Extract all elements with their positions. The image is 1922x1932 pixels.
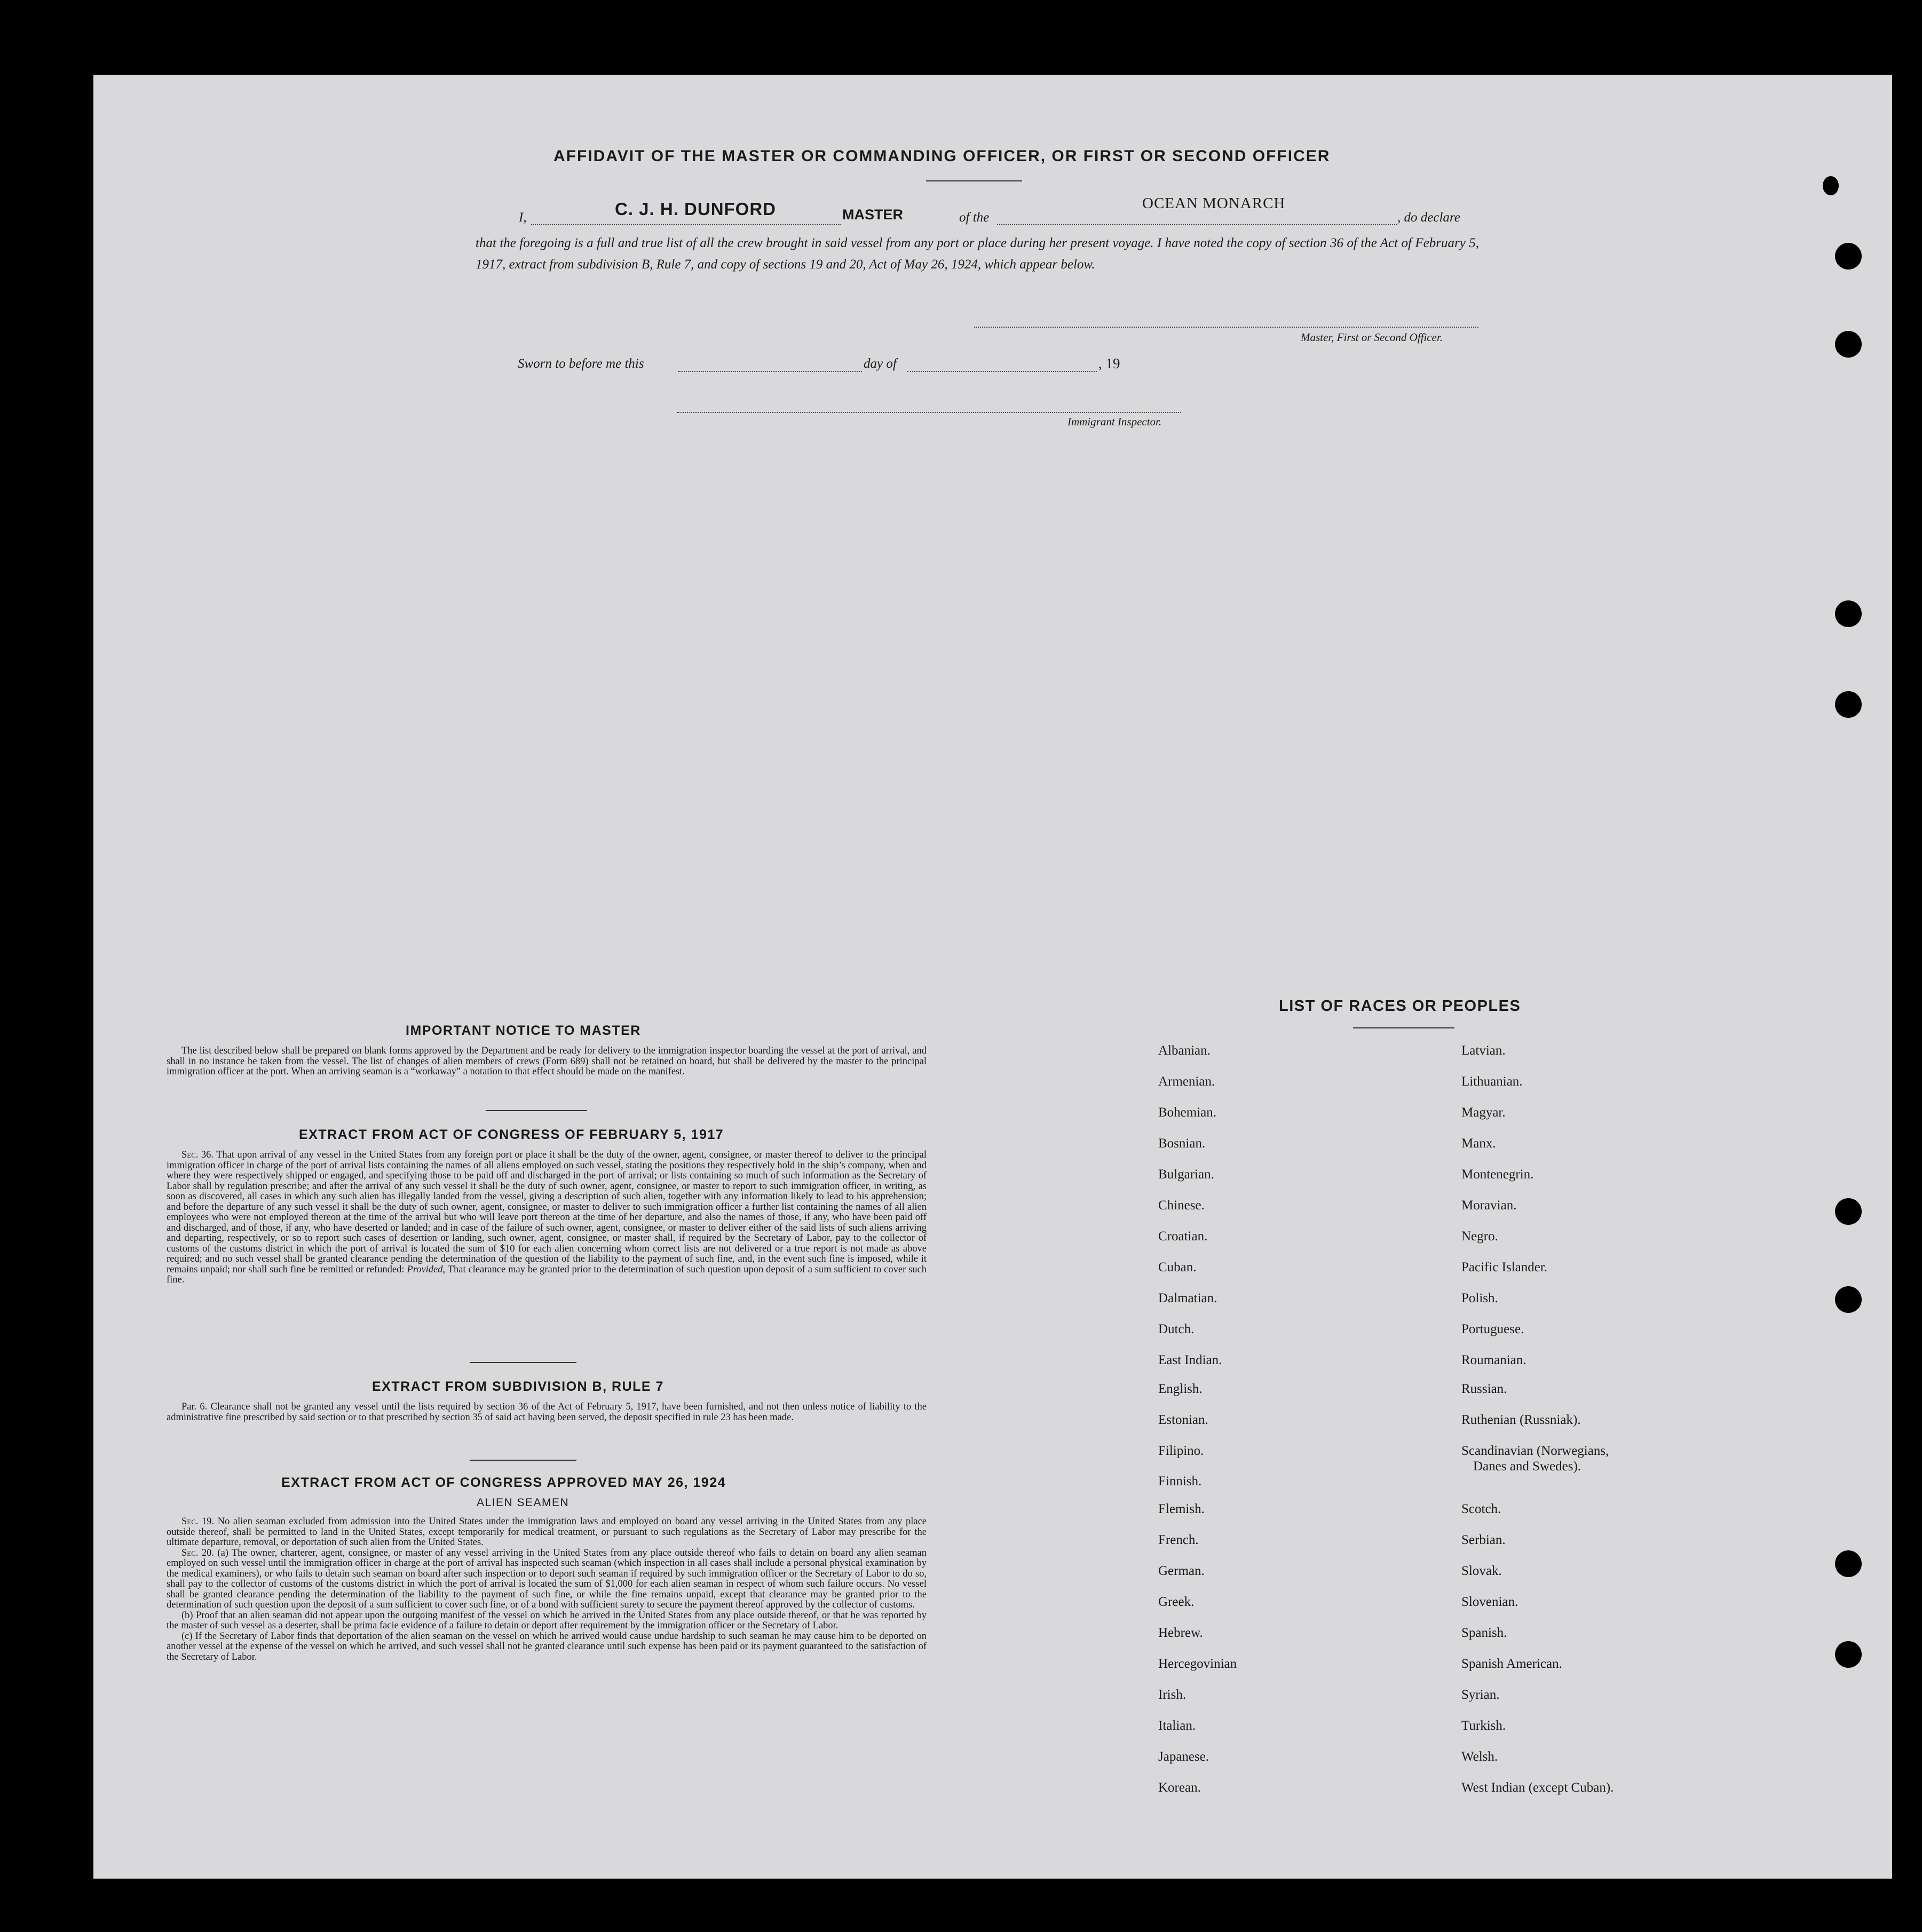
notice-text (167, 1046, 927, 1078)
divider (1353, 1027, 1454, 1028)
race-item: Irish. (1158, 1688, 1187, 1702)
sworn-day-line (678, 371, 862, 372)
extract-1917-text (167, 1150, 927, 1286)
binder-hole (1835, 691, 1862, 718)
extract-rule7-text (167, 1402, 927, 1423)
section-text: No alien seaman excluded from admission into the United States under the immigration laws and employed on board any vessel arriving in the United States from any place outside thereof, shall be permitted to land in the United States, except temporarily for medical treatment, or pursuant to such regulations as the Secretary of Labor may prescribe for the ultimate departure, removal, or deportation of such alien from the United States. (167, 1516, 927, 1548)
binder-hole (1835, 1550, 1862, 1577)
extract-1924-title: EXTRACT FROM ACT OF CONGRESS APPROVED MAY 26, 1924 (281, 1475, 726, 1490)
vessel-line (997, 224, 1397, 225)
section-text: (a) The owner, charterer, agent, consignee, or master of any vessel arriving in the United States from any place outside thereof who fails to detain on board any alien seaman employed on such vessel until the immigration officer in charge at the port of arrival has inspected such seaman (which inspection in all cases shall include a personal physical examination by the medical examiners), or who fails to detain such seaman on board after such inspection or to deport such seaman if required by such immigration officer or the Secretary of Labor to do so, shall pay to the collector of customs of the customs district in which the port of arrival is located the sum of $1,000 for each alien seaman in respect of whom such failure occurs. No vessel shall be granted clearance pending the determination of the liability to the payment of such fine, or while the fine remains unpaid, except that clearance may be granted prior to the determination of such question upon the deposit of a sum sufficient to cover such fine, or of a bond with sufficient surety to secure the payment thereof approved by the collector of customs. (167, 1547, 927, 1610)
race-item: Korean. (1158, 1780, 1201, 1795)
race-item: Latvian. (1461, 1043, 1506, 1058)
race-item: Moravian. (1461, 1198, 1517, 1213)
master-name: C. J. H. DUNFORD (615, 199, 777, 219)
race-item: Flemish. (1158, 1502, 1205, 1516)
section-label: Sec. 19. (181, 1516, 215, 1527)
binder-hole (1835, 1198, 1862, 1225)
race-item: Dalmatian. (1158, 1291, 1217, 1305)
race-item: French. (1158, 1533, 1199, 1547)
affidavit-body: that the foregoing is a full and true list of all the crew brought in said vessel from any port or place during her present voyage. I have noted the copy of section 36 of the Act of February 5, 1917, extract from subdivision B, Rule 7, and copy of sections 19 and 20, Act of May 26, 1924, which appear below. (476, 236, 1479, 272)
race-item: East Indian. (1158, 1353, 1222, 1367)
race-item: Slovenian. (1461, 1595, 1518, 1609)
race-item: Ruthenian (Russniak). (1461, 1413, 1581, 1427)
race-item: Manx. (1461, 1136, 1496, 1151)
name-line (531, 224, 841, 225)
master-rank: MASTER (842, 207, 903, 223)
race-item: West Indian (except Cuban). (1461, 1780, 1614, 1795)
do-declare-label: , do declare (1397, 210, 1460, 225)
affidavit-lead: I, (519, 210, 527, 225)
race-item: Pacific Islander. (1461, 1260, 1548, 1274)
vessel-name: OCEAN MONARCH (1142, 195, 1286, 212)
section-label: Sec. 20. (181, 1547, 215, 1558)
binder-hole (1835, 600, 1862, 627)
race-item: Finnish. (1158, 1474, 1202, 1488)
race-item: Italian. (1158, 1719, 1196, 1733)
race-item: Chinese. (1158, 1198, 1205, 1213)
binder-hole (1835, 243, 1862, 270)
race-item: Polish. (1461, 1291, 1498, 1305)
race-item: Portuguese. (1461, 1322, 1524, 1336)
race-item: Turkish. (1461, 1719, 1506, 1733)
notice-paragraph: The list described below shall be prepared on blank forms approved by the Department and be ready for delivery to the immigration inspector boarding the vessel at the port of arrival, and shall in no instance be taken from the vessel. The list of changes of alien members of crews (Form 689) shall not be retained on board, but shall be delivered by the master to the principal immigration officer at the port. When an arriving seaman is a “workaway” a notation to that effect should be made on the manifest. (167, 1046, 927, 1077)
divider (926, 180, 1022, 181)
race-item: Welsh. (1461, 1749, 1498, 1764)
race-item: Magyar. (1461, 1105, 1506, 1120)
race-item: Bohemian. (1158, 1105, 1217, 1120)
section-tail: That clearance may be granted prior to the determination of such question upon deposit of a sum sufficient to cover such fine. (167, 1264, 927, 1285)
binder-hole (1835, 331, 1862, 358)
divider (470, 1460, 576, 1461)
binder-hole (1823, 176, 1839, 195)
inspector-caption: Immigrant Inspector. (1067, 415, 1162, 428)
section-text: (c) If the Secretary of Labor finds that deportation of the alien seaman on the vessel on which he arrived would cause undue hardship to such seaman he may cause him to be deported on another vessel at the expense of the vessel on which he arrived, and such vessel shall not be granted clearance until such expense has been paid or its payment guaranteed to the satisfaction of the Secretary of Labor. (167, 1630, 927, 1662)
inspector-line (677, 412, 1181, 413)
race-item: Scandinavian (Norwegians, (1461, 1444, 1609, 1458)
race-item: Spanish. (1461, 1626, 1507, 1640)
extract-1924-text (167, 1517, 927, 1662)
race-item: Cuban. (1158, 1260, 1197, 1274)
signature-caption: Master, First or Second Officer. (1301, 331, 1443, 344)
race-item: Roumanian. (1461, 1353, 1526, 1367)
sworn-label: Sworn to before me this (518, 357, 644, 371)
race-item: Serbian. (1461, 1533, 1506, 1547)
divider (486, 1110, 587, 1111)
race-item: German. (1158, 1564, 1205, 1578)
race-item: Bulgarian. (1158, 1167, 1214, 1182)
race-item: Negro. (1461, 1229, 1498, 1244)
race-item: Croatian. (1158, 1229, 1208, 1244)
section-text: (b) Proof that an alien seaman did not appear upon the outgoing manifest of the vessel on which he arrived in the United States from any place outside thereof, or that he was reported by the master of such vessel as a deserter, shall be prima facie evidence of a failure to detain or deport after requirement by the immigration officer or the Secretary of Labor. (167, 1610, 927, 1631)
divider (470, 1362, 576, 1363)
race-item: Lithuanian. (1461, 1074, 1523, 1089)
race-item: Filipino. (1158, 1444, 1204, 1458)
races-title: LIST OF RACES OR PEOPLES (1279, 997, 1521, 1015)
race-item: Japanese. (1158, 1749, 1209, 1764)
race-item: Estonian. (1158, 1413, 1208, 1427)
affidavit-title: AFFIDAVIT OF THE MASTER OR COMMANDING OFFICER, OR FIRST OR SECOND OFFICER (553, 147, 1331, 165)
provided-label: Provided, (407, 1264, 446, 1275)
rule7-paragraph: Par. 6. Clearance shall not be granted any vessel until the lists required by section 36 of the Act of February 5, 1917, have been furnished, and not then unless notice of liability to the administrative fine prescribed by said section or to that prescribed by section 35 of said act having been served, the deposit specified in rule 23 has been made. (167, 1402, 927, 1423)
signature-line (974, 327, 1478, 328)
race-item: Bosnian. (1158, 1136, 1206, 1151)
race-item: Greek. (1158, 1595, 1195, 1609)
of-the-label: of the (959, 210, 990, 225)
race-item: Syrian. (1461, 1688, 1500, 1702)
race-item: Russian. (1461, 1382, 1507, 1396)
race-item: Spanish American. (1461, 1657, 1562, 1671)
race-item: English. (1158, 1382, 1203, 1396)
binder-hole (1835, 1641, 1862, 1668)
race-item: Hebrew. (1158, 1626, 1203, 1640)
extract-rule7-title: EXTRACT FROM SUBDIVISION B, RULE 7 (372, 1379, 664, 1394)
binder-hole (1835, 1286, 1862, 1313)
year-label: , 19 (1098, 355, 1120, 371)
race-item: Slovak. (1461, 1564, 1502, 1578)
day-of-label: day of (864, 357, 897, 371)
notice-title: IMPORTANT NOTICE TO MASTER (406, 1023, 641, 1038)
section-text: That upon arrival of any vessel in the United States from any foreign port or place it shall be the duty of the owner, agent, consignee, or master thereof to deliver to the principal immigration officer in charge of the port of arrival lists containing the names of all aliens employed on such vessel, stating the positions they respectively hold in the ship’s company, when and where they were respectively shipped or engaged, and specifying those to be paid off and discharged in the port of arrival; or lists containing so much of such information as the Secretary of Labor shall by regulation prescribe; and after the arrival of any such vessel it shall be the duty of such owner, agent, consignee, or master to report to such immigration officer, in writing, as soon as discovered, all cases in which any such alien has illegally landed from the vessel, giving a description of such alien, together with any information likely to lead to his apprehension; and before the departure of any such vessel it shall be the duty of such owner, agent, consignee, or master to deliver to such immigration officer a further list containing the names of all alien employees who were not employed thereon at the time of the arrival but who will leave port thereon at the time of her departure, and also the names of those, if any, who have been paid off and discharged, and of those, if any, who have deserted or landed; and in case of the failure of such owner, agent, consignee, or master to deliver either of the said lists of such aliens arriving and departing, respectively, or so to report such cases of desertion or landing, such owner, agent, consignee, or master shall, if required by the Secretary of Labor, pay to the collector of customs of the customs district in which the port of arrival is located the sum of $10 for each alien concerning whom correct lists are not delivered or a true report is not made as above required; and no such vessel shall be granted clearance pending the determination of the question of the liability to the payment of such fine, and, in the event such fine is imposed, while it remains unpaid; nor shall such fine be remitted or refunded: (167, 1150, 927, 1275)
race-item: Hercegovinian (1158, 1657, 1237, 1671)
extract-1917-title: EXTRACT FROM ACT OF CONGRESS OF FEBRUARY 5, 1917 (299, 1127, 724, 1142)
race-item: Armenian. (1158, 1074, 1215, 1089)
section-label: Sec. 36. (181, 1150, 214, 1160)
sworn-month-line (907, 371, 1097, 372)
race-item: Albanian. (1158, 1043, 1211, 1058)
race-item: Danes and Swedes). (1473, 1459, 1581, 1474)
race-item: Montenegrin. (1461, 1167, 1534, 1182)
race-item: Dutch. (1158, 1322, 1195, 1336)
alien-seamen-subtitle: ALIEN SEAMEN (477, 1496, 570, 1509)
race-item: Scotch. (1461, 1502, 1501, 1516)
